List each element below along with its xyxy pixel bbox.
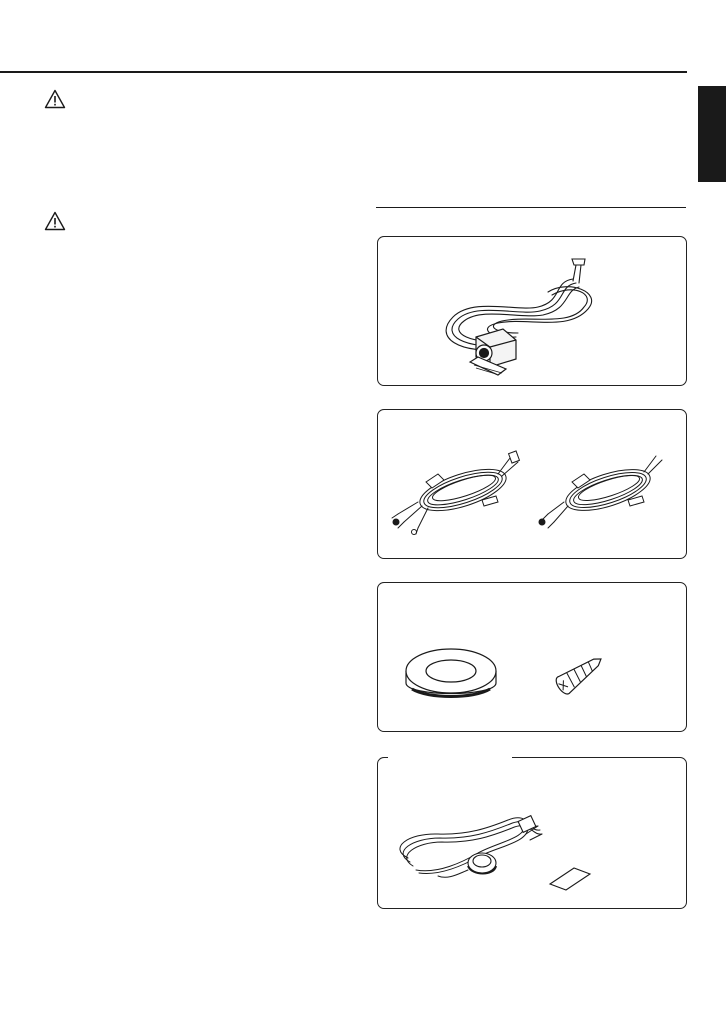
header-rule (0, 71, 687, 73)
part-box-grommet-screw (377, 582, 687, 732)
camera-with-cable-icon (378, 237, 686, 385)
bundled-av-cables-icon (378, 410, 686, 558)
parts-section-rule (376, 207, 686, 208)
cable-switch-and-card-icon (378, 758, 686, 908)
grommet-and-screw-icon (378, 583, 686, 731)
part-box-camera (377, 236, 687, 386)
warning-triangle-icon (44, 89, 66, 109)
part-box-switch-card (377, 757, 687, 909)
language-side-tab (698, 86, 726, 182)
part-box-cables (377, 409, 687, 559)
warning-triangle-icon (44, 211, 66, 231)
